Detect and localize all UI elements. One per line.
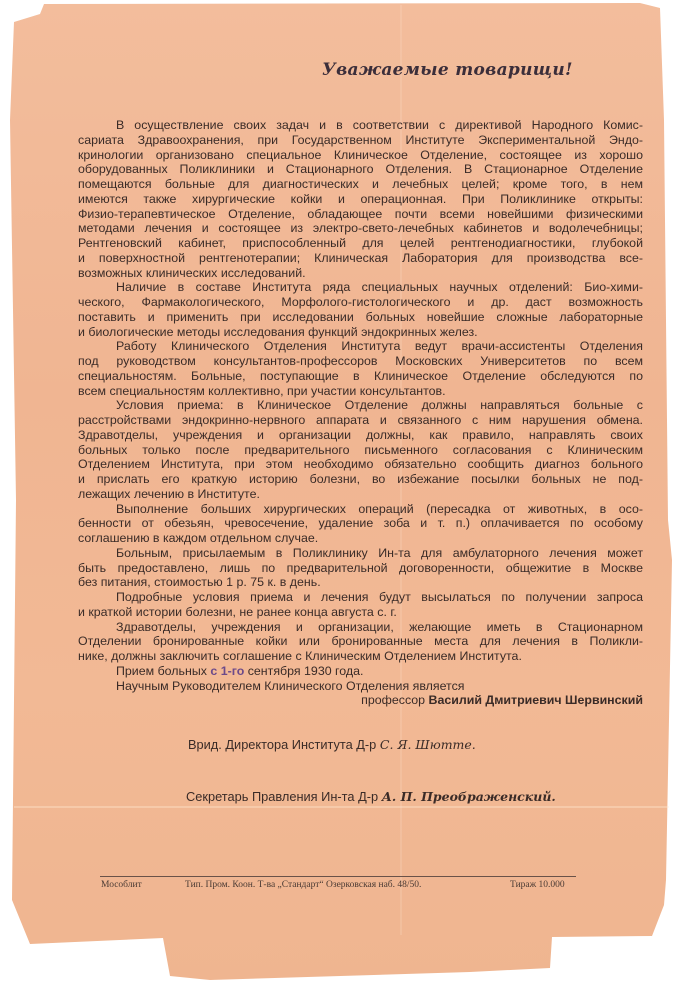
paragraph-line: Больным, присылаемым в Поликлинику Ин-та для амбулаторного лечения может [116, 545, 643, 560]
paragraph-line: поставить и применить при исследовании больных новейшие сложные лабораторные [78, 309, 643, 324]
scientific-director-line: Научным Руководителем Клинического Отделения является [116, 678, 465, 693]
document-body [78, 118, 643, 708]
paragraph-line: бенности от обезьян, чревосечение, удаление зоба и т. п.) оплачивается по особому [78, 516, 643, 531]
paragraph-line: методами лечения и состоящее из электро-свето-лечебных кабинетов и водолечебницы; [78, 221, 643, 236]
paragraph-line: Отделении бронированные койки или бронированные места для лечения в Поликли- [78, 634, 643, 649]
paragraph-line: Наличие в составе Института ряда специальных научных отделений: Био-хими- [116, 280, 643, 295]
paragraph-line: Выполнение больших хирургических операций (пересадка от животных, в осо- [116, 501, 643, 516]
paragraph-line: и биологические методы исследования функций эндокринных желез. [78, 324, 478, 339]
paragraph-line: специальностям. Больные, поступающие в Клиническое Отделение обследуются по [78, 368, 643, 383]
paragraph-line: Условия приема: в Клиническое Отделение должны направляться больные с [116, 398, 643, 413]
paragraph-line: соглашению в каждом отдельном случае. [78, 531, 319, 545]
paragraph-line: всем специальностям коллективно, при участии консультантов. [78, 383, 446, 398]
paragraph-line: Здравотделы, учреждения и организации, желающие иметь в Стационарном [116, 619, 643, 634]
paragraph-line: быть предоставлено, лишь по предварительной договоренности, общежитие в Москве [78, 560, 643, 575]
paragraph-line: Отделением Института, при этом необходимо обязательно сообщить диагноз больного [78, 457, 643, 472]
director-signature: Врид. Директора Института Д-р С. Я. Шютте. [188, 737, 476, 752]
paragraph-line: Здравотделы, учреждения и организации должны, как правило, направлять своих [78, 427, 643, 442]
paragraph-line: В осуществление своих задач и в соответствии с директивой Народного Комис- [116, 118, 643, 132]
footer-print-run: Тираж 10.000 [510, 880, 565, 890]
document-title: Уважаемые товарищи! [322, 60, 573, 80]
paragraph-line: имеются также хирургические койки и операционная. При Поликлинике открыты: [78, 191, 643, 206]
paragraph-line: оборудованных Поликлиники и Стационарного Отделения. В Стационарное Отделение [78, 162, 643, 177]
paragraph-line: кринологии организовано специальное Клиническое Отделение, состоящее из хорошо [78, 147, 643, 162]
paragraph-line: Физио-терапевтическое Отделение, обладающее почти всеми новейшими физическими [78, 206, 643, 221]
paragraph-line: Рентгеновский кабинет, приспособленный для целей рентгенодиагностики, глубокой [78, 236, 643, 250]
paragraph-line: и поверхностной рентгенотерапии; Клиническая Лаборатория для производства все- [78, 250, 643, 265]
fold-crease [14, 806, 669, 808]
paragraph-line: под руководством консультантов-профессоров Московских Университетов по всем [78, 354, 643, 368]
paragraph-line: ческого, Фармакологического, Морфолого-гистологического и др. даст возможность [78, 295, 643, 309]
paragraph-line: больных только после предварительного письменного согласования с Клиническим [78, 442, 643, 457]
admission-date-line: Прием больных с 1-го сентября 1930 года. [116, 663, 364, 678]
paragraph-line: Подробные условия приема и лечения будут высылаться по получении запроса [116, 590, 643, 604]
paragraph-line: без питания, стоимостью 1 р. 75 к. в день. [78, 575, 321, 590]
footer-rule [100, 876, 576, 877]
professor-name: Василий Дмитриевич Шервинский [428, 693, 643, 708]
paragraph-line: помещаются больные для диагностических и лечебных целей; кроме того, в нем [78, 177, 643, 191]
footer-printer: Тип. Пром. Коон. Т-ва „Стандарт“ Озерковская наб. 48/50. [185, 880, 422, 890]
professor-line: профессор Василий Дмитриевич Шервинский [361, 693, 643, 708]
secretary-signature: Секретарь Правления Ин-та Д-р А. П. Преображенский. [186, 789, 556, 804]
paragraph-line: возможных клинических исследований. [78, 265, 306, 280]
paragraph-line: и прислать его краткую историю болезни, во избежание посылки больных не под- [78, 472, 643, 486]
paragraph-line: сариата Здравоохранения, при Государственном Институте Экспериментальной Эндо- [78, 132, 643, 147]
footer-censor: Мособлит [101, 880, 142, 890]
date-stamp: с 1-го [210, 663, 245, 678]
paragraph-line: лежащих лечению в Институте. [78, 486, 260, 501]
paragraph-line: Работу Клинического Отделения Института ведут врачи-ассистенты Отделения [116, 339, 643, 354]
paragraph-line: расстройствами эндокринно-нервного аппарата и связанного с ним нарушения обмена. [78, 413, 643, 427]
paragraph-line: нике, должны заключить соглашение с Клиническим Отделением Института. [78, 649, 522, 663]
paragraph-line: и краткой истории болезни, не ранее конца августа с. г. [78, 604, 397, 619]
